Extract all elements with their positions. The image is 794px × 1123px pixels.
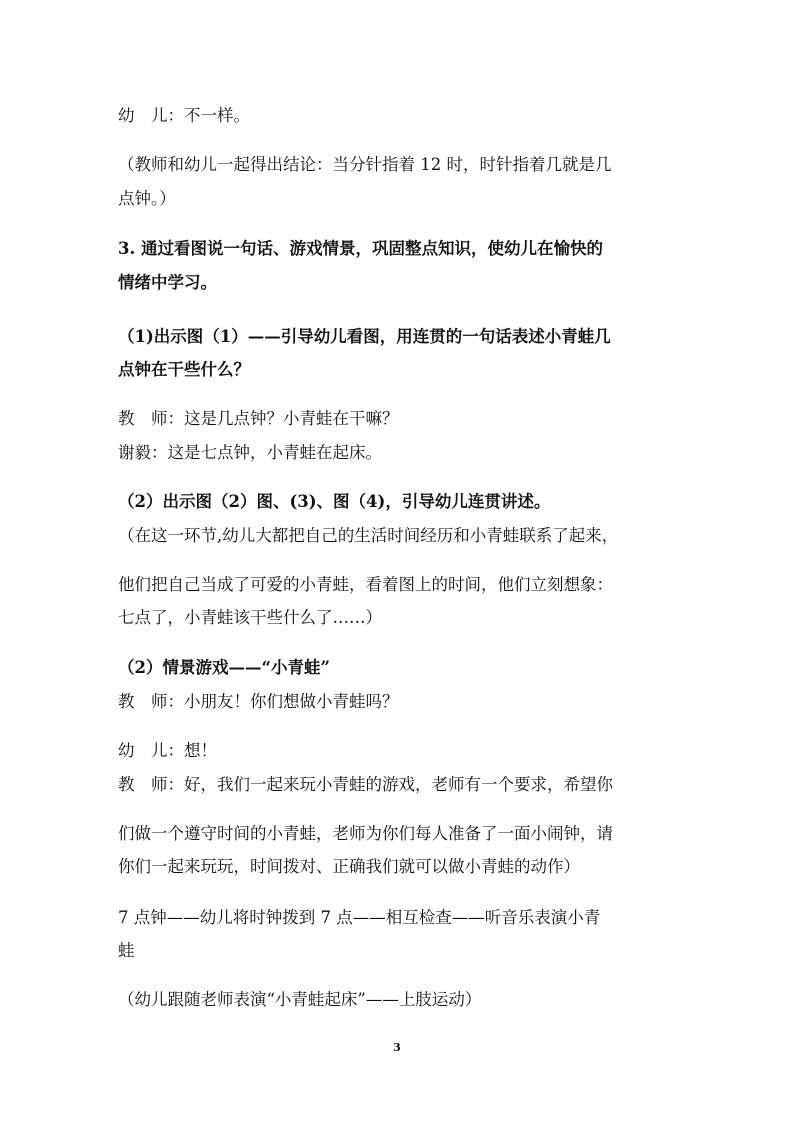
- text-line: （在这一环节,幼儿大都把自己的生活时间经历和小青蛙联系了起来，: [118, 526, 619, 545]
- text-line: 点钟在干些什么？: [118, 360, 250, 379]
- text-line: 教 师：好，我们一起来玩小青蛙的游戏，老师有一个要求，希望你: [118, 775, 613, 794]
- text-line: （2）出示图（2）图、(3)、图（4)，引导幼儿连贯讲述。: [118, 492, 551, 511]
- text-line: （2）情景游戏——“小青蛙”: [118, 658, 330, 677]
- text-line: （教师和幼儿一起得出结论：当分针指着 12 时，时针指着几就是几: [118, 155, 612, 174]
- text-line: 教 师：小朋友！你们想做小青蛙吗？: [118, 692, 399, 711]
- text-line: 蛙: [118, 941, 135, 960]
- text-line: 谢毅：这是七点钟，小青蛙在起床。: [118, 443, 382, 462]
- text-line: （幼儿跟随老师表演“小青蛙起床”——上肢运动）: [118, 990, 482, 1009]
- text-line: （1)出示图（1）——引导幼儿看图，用连贯的一句话表述小青蛙几: [118, 327, 611, 346]
- text-line: 他们把自己当成了可爱的小青蛙，看着图上的时间，他们立刻想象：: [118, 575, 613, 594]
- text-line: 们做一个遵守时间的小青蛙，老师为你们每人准备了一面小闹钟，请: [118, 824, 613, 843]
- text-line: 情绪中学习。: [118, 273, 217, 292]
- text-line: 7 点钟——幼儿将时钟拨到 7 点——相互检查——听音乐表演小青: [118, 908, 601, 927]
- text-line: 教 师：这是几点钟？小青蛙在干嘛？: [118, 409, 399, 428]
- page-number: 3: [393, 1041, 401, 1054]
- text-line: 幼 儿：不一样。: [118, 106, 250, 125]
- text-line: 幼 儿：想！: [118, 741, 217, 760]
- text-line: 点钟。）: [118, 189, 176, 208]
- text-line: 七点了，小青蛙该干些什么了……）: [118, 608, 382, 627]
- text-line: 3. 通过看图说一句话、游戏情景，巩固整点知识，使幼儿在愉快的: [118, 239, 603, 258]
- text-line: 你们一起来玩玩，时间拨对、正确我们就可以做小青蛙的动作）: [118, 857, 580, 876]
